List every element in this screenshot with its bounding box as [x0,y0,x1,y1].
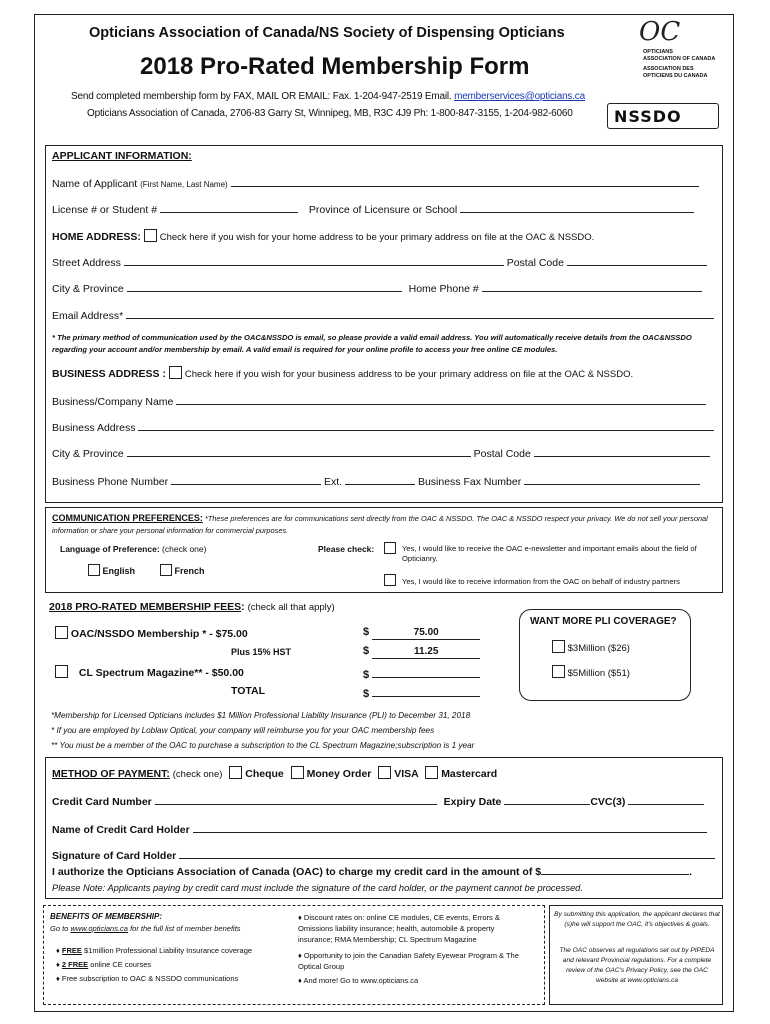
email-field[interactable] [126,308,714,319]
hst-amount[interactable]: 11.25 [372,646,480,659]
business-postal-field[interactable] [534,446,710,457]
signature-field[interactable] [179,848,715,859]
fees-heading-row: 2018 PRO-RATED MEMBERSHIP FEES: (check all that apply) [49,601,335,613]
license-label: License # or Student # [52,204,158,216]
benefit-right-item: ♦ Discount rates on: online CE modules, CE events, Errors & Omissions liability insurance; health, automobile & property insurance; RMA Membership; CL Spectrum Magazine [298,913,500,944]
business-address-label: BUSINESS ADDRESS [52,368,160,380]
company-row [52,394,706,408]
authorize-row: I authorize the Opticians Association of Canada (OAC) to charge my credit card in the amount of $ . [52,866,693,878]
benefit-left-item: ♦ 2 FREE online CE courses [56,960,152,969]
currency-symbol: $ [363,688,370,700]
business-phone-label: Business Phone Number [52,476,169,488]
home-address-checkbox[interactable] [144,229,157,242]
benefits-heading: BENEFITS OF MEMBERSHIP: [50,912,163,921]
province-licensure-label: Province of Licensure or School [308,204,458,216]
benefit-left-item: ♦ FREE $1million Professional Liability Insurance coverage [56,946,253,955]
postal-label: Postal Code [506,257,564,269]
language-label-row [60,544,206,554]
city-label: City & Province [52,283,124,295]
benefits-link[interactable]: www.opticians.ca [70,924,128,933]
total-amount-field[interactable] [372,684,480,697]
oac-logo-text-1: OPTICIANS [643,49,673,55]
visa-checkbox[interactable] [378,766,391,779]
nssdo-logo [607,103,719,129]
applicant-name-row [52,176,699,190]
home-address-check-text: Check here if you wish for your home address to be your primary address on file at the OAC & NSSDO. [159,232,595,243]
home-phone-field[interactable] [482,281,702,292]
benefit-right-text: Opportunity to join the Canadian Safety Eyewear Program & The Optical Group [298,951,519,971]
magazine-fee-row [55,665,244,679]
province-licensure-field[interactable] [460,202,694,213]
benefit-right-text: Discount rates on: online CE modules, CE events, Errors & Omissions liability insurance; health, automobile & property insurance; RMA Membership; CL Spectrum Magazine [298,913,500,944]
money-order-checkbox[interactable] [291,766,304,779]
language-french [160,564,205,576]
city-row [52,281,702,295]
currency-symbol: $ [363,645,370,657]
signature-row [52,848,715,862]
ext-field[interactable] [345,474,415,485]
magazine-checkbox[interactable] [55,665,68,678]
applicant-heading: APPLICANT INFORMATION: [52,150,192,162]
fee-footnote-3: ** You must be a member of the OAC to purchase a subscription to the CL Spectrum Magazine;subscription is 1 year [51,741,475,750]
benefit-right-item: ♦ Opportunity to join the Canadian Safety Eyewear Program & The Optical Group [298,951,519,971]
license-field[interactable] [160,202,298,213]
french-label: French [174,566,205,576]
benefit-left-item: ♦ Free subscription to OAC & NSSDO communications [56,974,239,983]
benefit-strong: 2 FREE [61,960,89,969]
business-phone-row [52,474,700,488]
business-city-label: City & Province [52,448,124,460]
oac-logo-text-2: ASSOCIATION OF CANADA [643,56,716,62]
french-checkbox[interactable] [160,564,172,576]
business-city-row [52,446,710,460]
communication-heading: COMMUNICATION PREFERENCES: [52,513,203,523]
english-label: English [102,566,136,576]
visa-label: VISA [394,768,419,780]
partners-checkbox[interactable] [384,574,396,586]
expiry-field[interactable] [504,794,590,805]
membership-fee-row [55,626,248,640]
cvc-field[interactable] [628,794,704,805]
holder-name-label: Name of Credit Card Holder [52,824,190,836]
fee-footnote-2: * If you are employed by Loblaw Optical, your company will reimburse you for your OAC membership fees [51,726,435,735]
pli-option-5m [552,665,630,679]
pli-5m-label: $5Million ($51) [567,668,630,679]
fee-footnote-1: *Membership for Licensed Opticians includes $1 Million Professional Liability Insurance (PLI) to December 31, 2018 [51,711,471,720]
card-number-label: Credit Card Number [52,796,152,808]
membership-form-page [34,14,734,1012]
cheque-label: Cheque [245,768,284,780]
email-note: * The primary method of communication used by the OAC&NSSDO is email, so please provide a valid email address. You will automatically receive details from the OAC&NSSDO regarding your account and/or membership by email. A valid email is required for your online profile to access your free online CE modules. [52,333,692,354]
business-address-field[interactable] [138,420,714,431]
magazine-amount-field[interactable] [372,665,480,678]
send-email-link[interactable]: memberservices@opticians.ca [454,91,585,102]
home-address-label: HOME ADDRESS [52,231,138,243]
business-phone-field[interactable] [171,474,321,485]
ext-label: Ext. [324,476,343,488]
money-order-label: Money Order [306,768,372,780]
authorize-text: I authorize the Opticians Association of Canada (OAC) to charge my credit card in the amount of $ [52,866,542,878]
name-label: Name of Applicant [52,178,138,190]
pli-3m-checkbox[interactable] [552,640,565,653]
communication-section [45,507,723,593]
business-postal-label: Postal Code [473,448,531,460]
benefit-text: online CE courses [90,960,152,969]
card-number-row [52,794,704,808]
membership-fee-label: OAC/NSSDO Membership * - $75.00 [70,628,248,640]
benefit-right-text: And more! Go to www.opticians.ca [303,976,419,985]
privacy-text-1: By submitting this application, the applicant declares that (s)he will support the OAC, it's objectives & goals. [554,911,720,928]
business-fax-label: Business Fax Number [417,476,522,488]
pli-option-3m [552,640,630,654]
mastercard-checkbox[interactable] [425,766,438,779]
org-line: Opticians Association of Canada/NS Society of Dispensing Opticians [89,25,565,41]
privacy-text-2: The OAC observes all regulations set out by PIPEDA and relevant Provincial regulations. For a complete review of the OAC's Privacy Policy, see the OAC website at www.opticians.ca [559,947,715,984]
payment-hint: (check one) [172,769,223,780]
payment-note: Please Note: Applicants paying by credit card must include the signature of the card holder, or the payment cannot be processed. [52,883,583,893]
email-label: Email Address* [52,310,124,322]
cheque-checkbox[interactable] [229,766,242,779]
magazine-fee-label: CL Spectrum Magazine** - $50.00 [78,667,244,679]
benefits-goto-prefix: Go to [50,924,69,933]
benefits-goto [50,924,241,933]
pli-coverage-box [519,609,691,701]
benefit-right-item: ♦ And more! Go to www.opticians.ca [298,976,419,985]
total-label: TOTAL [231,685,266,697]
membership-amount[interactable]: 75.00 [372,627,480,640]
send-line-text: Send completed membership form by FAX, MAIL OR EMAIL: Fax. 1-204-947-2519 Email. [71,91,452,102]
benefits-goto-suffix: for the full list of member benefits [130,924,241,933]
form-title: 2018 Pro-Rated Membership Form [140,53,530,80]
english-checkbox[interactable] [88,564,100,576]
benefit-text: Free subscription to OAC & NSSDO communications [61,974,239,983]
partners-option-text: Yes, I would like to receive information from the OAC on behalf of industry partners [402,577,680,586]
pli-heading: WANT MORE PLI COVERAGE? [530,616,677,627]
currency-symbol: $ [363,669,370,681]
benefit-strong: FREE [61,946,82,955]
street-row [52,255,707,269]
business-address-check-text: Check here if you wish for your business address to be your primary address on file at the OAC & NSSDO. [184,369,634,380]
business-address-line-row [52,420,714,434]
fees-hint: (check all that apply) [247,602,335,613]
address-line: Opticians Association of Canada, 2706-83 Garry St, Winnipeg, MB, R3C 4J9 Ph: 1-800-847-3155, 1-204-982-6060 [87,108,573,119]
applicant-section [45,145,723,503]
payment-section [45,757,723,899]
authorize-amount-field[interactable] [541,864,689,875]
oac-logo [633,17,729,91]
oac-logo-text-3: ASSOCIATION DES [643,66,694,72]
total-amount-row [363,684,480,700]
privacy-box [549,905,723,1005]
business-address-row: BUSINESS ADDRESS : Check here if you wish for your business address to be your primary address on file at the OAC & NSSDO. [52,368,634,380]
expiry-label: Expiry Date [443,796,502,808]
street-label: Street Address [52,257,121,269]
street-field[interactable] [124,255,504,266]
business-fax-field[interactable] [524,474,700,485]
payment-heading: METHOD OF PAYMENT: [52,768,170,780]
company-field[interactable] [176,394,706,405]
pli-5m-checkbox[interactable] [552,665,565,678]
pli-3m-label: $3Million ($26) [567,643,630,654]
oac-logo-mark: OC [639,17,681,47]
city-field[interactable] [127,281,402,292]
hst-amount-row [363,645,480,659]
communication-note: *These preferences are for communications sent directly from the OAC & NSSDO. The OAC & NSSDO respect your privacy. We do not sell your personal information or share your personal information for commercial purposes. [52,514,708,535]
holder-name-field[interactable] [193,822,707,833]
company-label: Business/Company Name [52,396,174,408]
please-check-label: Please check: [318,544,375,554]
cvc-label: CVC(3) [590,796,626,808]
language-label: Language of Preference: [60,544,160,554]
name-hint: (First Name, Last Name) [140,180,228,189]
mastercard-label: Mastercard [441,768,498,780]
newsletter-checkbox[interactable] [384,542,396,554]
benefits-box [43,905,545,1005]
oac-logo-text-4: OPTICIENS DU CANADA [643,73,708,79]
license-row [52,202,694,216]
business-address-line-label: Business Address [52,422,136,434]
hst-label: Plus 15% HST [231,647,292,657]
email-row [52,308,714,322]
business-address-checkbox[interactable] [169,366,182,379]
magazine-amount-row [363,665,480,681]
nssdo-logo-text: NSSDO [614,107,682,126]
send-line [71,91,585,102]
home-address-row: HOME ADDRESS: Check here if you wish for your home address to be your primary address on file at the OAC & NSSDO. [52,231,595,243]
fees-heading: 2018 PRO-RATED MEMBERSHIP FEES [49,601,242,613]
holder-name-row [52,822,707,836]
newsletter-option-text: Yes, I would like to receive the OAC e-newsletter and important emails about the field of Opticianry. [402,544,697,563]
currency-symbol: $ [363,626,370,638]
language-english [88,564,135,576]
membership-amount-row [363,626,480,640]
signature-label: Signature of Card Holder [52,850,177,862]
name-field[interactable] [231,176,699,187]
membership-checkbox[interactable] [55,626,68,639]
language-hint: (check one) [162,544,207,554]
home-phone-label: Home Phone # [408,283,479,295]
communication-note-block [52,512,716,537]
business-city-field[interactable] [127,446,471,457]
benefit-text: $1million Professional Liability Insurance coverage [84,946,253,955]
card-number-field[interactable] [155,794,437,805]
postal-field[interactable] [567,255,707,266]
payment-method-row [52,766,497,780]
